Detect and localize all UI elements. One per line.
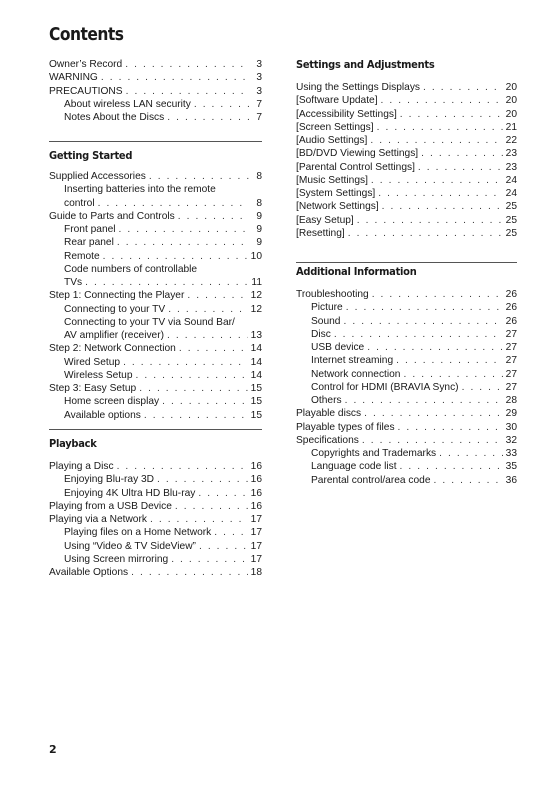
- toc-entry: [49, 513, 262, 526]
- toc-entry-page: 11: [251, 277, 262, 288]
- toc-entry-page: 14: [250, 356, 262, 368]
- toc-entry-page: 24: [505, 188, 517, 199]
- toc-entry: [296, 434, 517, 447]
- dot-leader: [144, 409, 248, 422]
- toc-entry: [296, 200, 517, 213]
- toc-entry-page: 9: [256, 210, 262, 222]
- toc-entry-page: 14: [250, 343, 262, 355]
- dot-leader: [370, 134, 502, 147]
- toc-entry-page: 3: [256, 59, 262, 70]
- toc-entry-page: 26: [505, 302, 517, 314]
- page-number: 2: [49, 743, 57, 756]
- toc-entry: [296, 147, 517, 160]
- toc-entry-title: Step 3: Easy Setup: [49, 383, 137, 394]
- toc-entry-title: Rear panel: [64, 237, 114, 249]
- dot-leader: [400, 108, 503, 121]
- dot-leader: [377, 121, 503, 134]
- toc-entry-title: Available Options: [49, 567, 129, 578]
- dot-leader: [123, 356, 248, 369]
- toc-entry-page: 26: [505, 315, 517, 327]
- section-heading: Getting Started: [49, 149, 133, 162]
- toc-entry-page: 17: [250, 514, 262, 525]
- toc-entry-page: 13: [250, 330, 262, 341]
- dot-leader: [150, 513, 248, 526]
- toc-entry: [49, 540, 262, 553]
- toc-entry-title: Enjoying 4K Ultra HD Blu-ray: [64, 487, 196, 499]
- toc-entry-page: 20: [505, 108, 517, 120]
- section-additional-information: [296, 265, 517, 486]
- toc-entry: [296, 301, 517, 314]
- toc-entry: [296, 315, 517, 328]
- toc-entry-page: 15: [250, 409, 262, 421]
- dot-leader: [434, 474, 503, 487]
- toc-entry-title: Available options: [64, 409, 141, 421]
- toc-entry-title: About wireless LAN security: [64, 98, 191, 110]
- toc-entry-page: 27: [505, 355, 517, 367]
- dot-leader: [149, 170, 249, 183]
- toc-entry-title: Notes About the Discs: [64, 112, 165, 123]
- dot-leader: [382, 200, 503, 213]
- toc-list: [296, 81, 517, 240]
- toc-entry-title: Troubleshooting: [296, 289, 369, 300]
- toc-entry-title: Remote: [64, 250, 100, 262]
- dot-leader: [400, 460, 503, 473]
- toc-entry-page: 3: [256, 72, 262, 84]
- toc-entry-title: [BD/DVD Viewing Settings]: [296, 148, 419, 160]
- dot-leader: [214, 526, 247, 539]
- toc-entry: [296, 341, 517, 354]
- toc-entry: [49, 276, 262, 289]
- toc-entry-page: 9: [256, 224, 262, 235]
- toc-entry-page: 20: [505, 95, 517, 107]
- toc-entry-title: [Easy Setup]: [296, 214, 354, 226]
- toc-entry: [49, 382, 262, 395]
- section-divider: [49, 429, 262, 430]
- toc-entry-title: Using Screen mirroring: [64, 553, 169, 565]
- toc-entry: [49, 183, 262, 196]
- dot-leader: [131, 566, 248, 579]
- toc-entry: [49, 342, 262, 355]
- toc-entry: [49, 369, 262, 382]
- dot-leader: [403, 368, 502, 381]
- toc-entry-title: Sound: [311, 315, 341, 327]
- toc-entry: [49, 111, 262, 124]
- toc-entry-page: 30: [505, 421, 517, 433]
- section-playback: [49, 437, 262, 578]
- toc-entry-title: PRECAUTIONS: [49, 85, 123, 97]
- toc-entry-title: Specifications: [296, 434, 359, 446]
- toc-entry: [296, 161, 517, 174]
- toc-entry: [296, 214, 517, 227]
- dot-leader: [343, 315, 502, 328]
- toc-entry: [296, 227, 517, 240]
- dot-leader: [371, 174, 503, 187]
- toc-entry: [49, 98, 262, 111]
- toc-entry-title: Using “Video & TV SideView”: [64, 540, 196, 552]
- dot-leader: [346, 301, 503, 314]
- toc-entry-title: Picture: [311, 302, 343, 314]
- section-heading: Playback: [49, 437, 97, 450]
- dot-leader: [345, 394, 503, 407]
- toc-list: [296, 288, 517, 487]
- toc-entry-page: 16: [250, 500, 262, 512]
- toc-entry-title: [Resetting]: [296, 227, 345, 239]
- dot-leader: [396, 354, 503, 367]
- toc-entry-page: 23: [505, 148, 517, 160]
- toc-entry-title: Step 2: Network Connection: [49, 343, 176, 355]
- toc-entry-title: Owner’s Record: [49, 59, 123, 70]
- toc-entry-title: control: [64, 197, 95, 209]
- dot-leader: [167, 329, 248, 342]
- toc-entry: [49, 71, 262, 84]
- toc-entry-page: 9: [256, 237, 262, 249]
- dot-leader: [462, 381, 503, 394]
- toc-entry-title: [Audio Settings]: [296, 135, 368, 146]
- toc-entry: [296, 394, 517, 407]
- toc-entry-page: 18: [250, 567, 262, 578]
- dot-leader: [372, 288, 503, 301]
- toc-entry-title: Control for HDMI (BRAVIA Sync): [311, 381, 459, 393]
- toc-entry-title: Network connection: [311, 368, 401, 380]
- toc-entry: [49, 473, 262, 486]
- toc-entry-page: 8: [256, 171, 262, 182]
- toc-entry-title: Front panel: [64, 224, 116, 235]
- dot-leader: [103, 250, 248, 263]
- toc-entry-title: Copyrights and Trademarks: [311, 448, 437, 459]
- section-heading: Additional Information: [296, 265, 417, 278]
- toc-entry-page: 24: [505, 174, 517, 186]
- toc-entry-title: [Software Update]: [296, 95, 378, 107]
- toc-entry: [296, 134, 517, 147]
- toc-entry-page: 8: [256, 197, 262, 209]
- dot-leader: [439, 447, 503, 460]
- dot-leader: [421, 147, 503, 160]
- toc-entry-page: 27: [505, 368, 517, 380]
- toc-entry: [49, 250, 262, 263]
- dot-leader: [418, 161, 503, 174]
- dot-leader: [381, 94, 503, 107]
- toc-entry-page: 10: [250, 250, 262, 262]
- dot-leader: [378, 187, 502, 200]
- toc-entry-page: 22: [505, 135, 517, 146]
- dot-leader: [364, 407, 503, 420]
- toc-entry-page: 17: [250, 553, 262, 565]
- toc-entry-page: 36: [505, 474, 517, 486]
- toc-entry: [296, 288, 517, 301]
- toc-list-front-matter: [49, 58, 262, 124]
- toc-entry: [49, 329, 262, 342]
- toc-entry-page: 16: [250, 461, 262, 472]
- toc-entry: [49, 460, 262, 473]
- toc-entry-title: [Parental Control Settings]: [296, 161, 415, 173]
- toc-entry: [49, 553, 262, 566]
- page-title: Contents: [49, 24, 124, 45]
- dot-leader: [101, 71, 249, 84]
- toc-entry-page: 27: [505, 328, 517, 340]
- toc-entry-title: [System Settings]: [296, 188, 376, 199]
- toc-entry-page: 32: [505, 434, 517, 446]
- dot-leader: [125, 58, 249, 71]
- toc-entry: [49, 303, 262, 316]
- toc-entry-page: 35: [505, 461, 517, 473]
- section-heading: Settings and Adjustments: [296, 58, 435, 71]
- toc-entry-title: [Screen Settings]: [296, 121, 374, 133]
- dot-leader: [139, 382, 247, 395]
- dot-leader: [98, 197, 249, 210]
- toc-entry-page: 12: [250, 290, 262, 302]
- toc-entry: [49, 566, 262, 579]
- toc-entry-title: Inserting batteries into the remote: [64, 184, 216, 196]
- toc-entry: [296, 81, 517, 94]
- toc-entry-title: Step 1: Connecting the Player: [49, 290, 185, 302]
- toc-entry: [49, 263, 262, 276]
- dot-leader: [198, 487, 247, 500]
- toc-entry-page: 12: [250, 303, 262, 315]
- toc-entry: [49, 197, 262, 210]
- toc-entry-page: 17: [250, 527, 262, 539]
- toc-list: [49, 170, 262, 422]
- dot-leader: [136, 369, 248, 382]
- dot-leader: [334, 328, 503, 341]
- toc-entry: [49, 500, 262, 513]
- toc-entry-page: 16: [250, 487, 262, 499]
- toc-entry: [296, 407, 517, 420]
- toc-entry-page: 15: [250, 396, 262, 408]
- toc-entry-title: Playing from a USB Device: [49, 500, 172, 512]
- toc-entry: [49, 170, 262, 183]
- dot-leader: [168, 303, 247, 316]
- dot-leader: [117, 460, 248, 473]
- toc-entry: [49, 487, 262, 500]
- toc-entry: [296, 381, 517, 394]
- toc-entry-title: Parental control/area code: [311, 474, 431, 486]
- toc-entry-page: 27: [505, 342, 517, 353]
- toc-entry-title: Enjoying Blu-ray 3D: [64, 474, 155, 486]
- dot-leader: [126, 85, 249, 98]
- toc-entry-page: 3: [256, 85, 262, 97]
- section-settings: [296, 58, 517, 239]
- toc-entry: [296, 421, 517, 434]
- toc-entry-title: Playing via a Network: [49, 514, 147, 525]
- toc-entry-title: Home screen display: [64, 396, 160, 408]
- toc-entry-title: Code numbers of controllable: [64, 263, 198, 275]
- toc-entry: [296, 447, 517, 460]
- toc-entry-page: 20: [505, 82, 517, 93]
- toc-entry-title: Wireless Setup: [64, 369, 133, 381]
- toc-entry: [296, 108, 517, 121]
- toc-entry-page: 25: [505, 214, 517, 226]
- toc-entry-title: Wired Setup: [64, 356, 121, 368]
- dot-leader: [117, 236, 249, 249]
- toc-entry: [49, 289, 262, 302]
- toc-entry-page: 7: [256, 98, 262, 110]
- toc-entry: [49, 526, 262, 539]
- toc-entry: [49, 236, 262, 249]
- toc-entry-page: 23: [505, 161, 517, 173]
- dot-leader: [423, 81, 503, 94]
- toc-entry-page: 15: [250, 383, 262, 394]
- section-divider: [49, 141, 262, 142]
- toc-entry-title: Using the Settings Displays: [296, 82, 421, 93]
- toc-entry-title: Playable discs: [296, 408, 362, 420]
- toc-entry: [49, 210, 262, 223]
- dot-leader: [199, 540, 248, 553]
- toc-entry-page: 7: [256, 112, 262, 123]
- toc-entry: [49, 58, 262, 71]
- toc-entry-title: Internet streaming: [311, 355, 394, 367]
- toc-entry: [296, 187, 517, 200]
- toc-entry-page: 29: [505, 408, 517, 420]
- dot-leader: [357, 214, 503, 227]
- toc-entry-page: 25: [505, 201, 517, 213]
- dot-leader: [179, 342, 248, 355]
- toc-entry: [296, 174, 517, 187]
- toc-entry-title: Playing a Disc: [49, 461, 114, 472]
- toc-entry-title: WARNING: [49, 72, 98, 84]
- dot-leader: [398, 421, 503, 434]
- dot-leader: [162, 395, 248, 408]
- dot-leader: [171, 553, 247, 566]
- toc-entry: [296, 368, 517, 381]
- toc-entry-title: Playable types of files: [296, 421, 395, 433]
- dot-leader: [367, 341, 502, 354]
- toc-entry: [49, 395, 262, 408]
- toc-entry: [296, 328, 517, 341]
- toc-entry-title: [Music Settings]: [296, 174, 368, 186]
- dot-leader: [194, 98, 249, 111]
- toc-entry: [49, 409, 262, 422]
- dot-leader: [167, 111, 249, 124]
- toc-entry-title: Connecting to your TV via Sound Bar/: [64, 316, 235, 328]
- toc-entry-title: Supplied Accessories: [49, 171, 146, 182]
- section-getting-started: [49, 149, 262, 421]
- toc-list: [49, 460, 262, 579]
- toc-entry: [49, 356, 262, 369]
- toc-entry-title: Connecting to your TV: [64, 303, 166, 315]
- section-divider: [296, 262, 517, 263]
- dot-leader: [175, 500, 248, 513]
- toc-entry-page: 21: [505, 121, 517, 133]
- toc-entry-page: 26: [505, 289, 517, 300]
- toc-entry-page: 17: [250, 540, 262, 552]
- toc-entry-title: Disc: [311, 328, 331, 340]
- toc-entry: [49, 85, 262, 98]
- toc-entry: [296, 474, 517, 487]
- toc-entry-title: Guide to Parts and Controls: [49, 210, 175, 222]
- toc-entry-title: Playing files on a Home Network: [64, 527, 212, 539]
- toc-entry-page: 33: [505, 448, 517, 459]
- toc-entry-title: [Accessibility Settings]: [296, 108, 397, 120]
- toc-entry-title: Language code list: [311, 461, 397, 473]
- dot-leader: [187, 289, 247, 302]
- dot-leader: [348, 227, 503, 240]
- toc-entry: [49, 316, 262, 329]
- dot-leader: [178, 210, 249, 223]
- dot-leader: [85, 276, 248, 289]
- dot-leader: [119, 223, 249, 236]
- toc-entry-title: AV amplifier (receiver): [64, 330, 165, 341]
- toc-entry-title: [Network Settings]: [296, 201, 379, 213]
- toc-entry-page: 14: [250, 369, 262, 381]
- toc-entry-page: 16: [250, 474, 262, 486]
- toc-entry: [296, 94, 517, 107]
- toc-entry-title: TVs: [64, 277, 83, 288]
- toc-entry: [49, 223, 262, 236]
- toc-entry: [296, 354, 517, 367]
- toc-entry-title: Others: [311, 395, 342, 406]
- toc-entry-page: 27: [505, 381, 517, 393]
- toc-entry: [296, 460, 517, 473]
- toc-entry-page: 25: [505, 227, 517, 239]
- toc-entry: [296, 121, 517, 134]
- toc-entry-page: 28: [505, 395, 517, 406]
- dot-leader: [157, 473, 248, 486]
- toc-entry-title: USB device: [311, 342, 365, 353]
- dot-leader: [362, 434, 503, 447]
